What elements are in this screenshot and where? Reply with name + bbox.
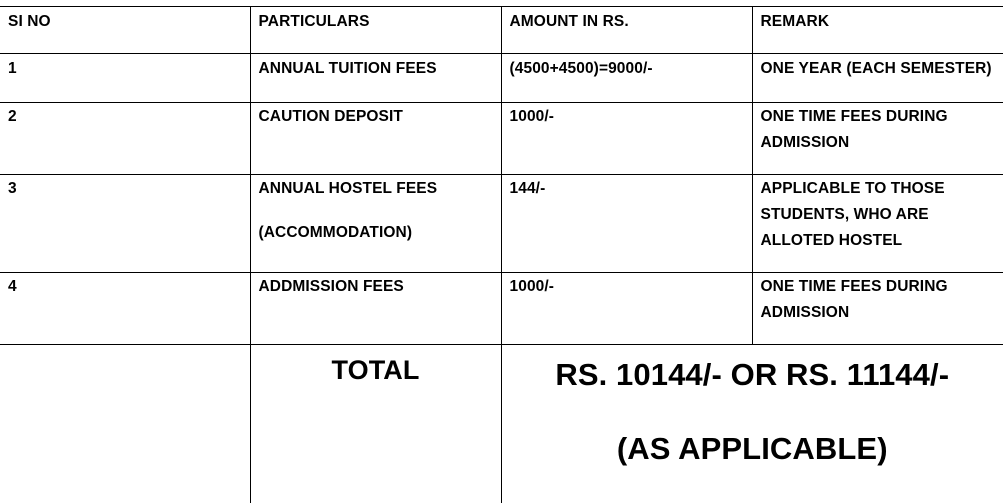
total-value bbox=[501, 345, 1003, 503]
cell-remark: ONE TIME FEES DURING ADMISSION bbox=[752, 273, 1003, 345]
total-value-line2: (AS APPLICABLE) bbox=[510, 429, 996, 469]
total-blank-cell bbox=[0, 345, 250, 503]
table-row bbox=[0, 103, 1003, 175]
table-row bbox=[0, 54, 1003, 103]
total-value-line1: RS. 10144/- OR RS. 11144/- bbox=[555, 357, 949, 392]
cell-particulars bbox=[250, 175, 501, 273]
cell-particulars: ANNUAL TUITION FEES bbox=[250, 54, 501, 103]
header-remark: REMARK bbox=[752, 7, 1003, 54]
cell-remark: APPLICABLE TO THOSE STUDENTS, WHO ARE ALLOTED HOSTEL bbox=[752, 175, 1003, 273]
cell-remark: ONE YEAR (EACH SEMESTER) bbox=[752, 54, 1003, 103]
table-row bbox=[0, 273, 1003, 345]
cell-amount: 1000/- bbox=[501, 103, 752, 175]
fee-structure-table bbox=[0, 6, 1003, 503]
cell-amount: 1000/- bbox=[501, 273, 752, 345]
header-amount: AMOUNT IN RS. bbox=[501, 7, 752, 54]
particulars-sub: (ACCOMMODATION) bbox=[259, 220, 493, 246]
cell-sl-no: 3 bbox=[0, 175, 250, 273]
cell-amount: (4500+4500)=9000/- bbox=[501, 54, 752, 103]
cell-sl-no: 1 bbox=[0, 54, 250, 103]
particulars-main: ANNUAL HOSTEL FEES bbox=[259, 180, 438, 197]
cell-remark: ONE TIME FEES DURING ADMISSION bbox=[752, 103, 1003, 175]
header-particulars: PARTICULARS bbox=[250, 7, 501, 54]
cell-sl-no: 2 bbox=[0, 103, 250, 175]
cell-amount: 144/- bbox=[501, 175, 752, 273]
table-row bbox=[0, 175, 1003, 273]
header-sl-no: SI NO bbox=[0, 7, 250, 54]
total-row bbox=[0, 345, 1003, 503]
table-header-row bbox=[0, 7, 1003, 54]
cell-particulars: CAUTION DEPOSIT bbox=[250, 103, 501, 175]
total-label: TOTAL bbox=[250, 345, 501, 503]
cell-sl-no: 4 bbox=[0, 273, 250, 345]
cell-particulars: ADDMISSION FEES bbox=[250, 273, 501, 345]
